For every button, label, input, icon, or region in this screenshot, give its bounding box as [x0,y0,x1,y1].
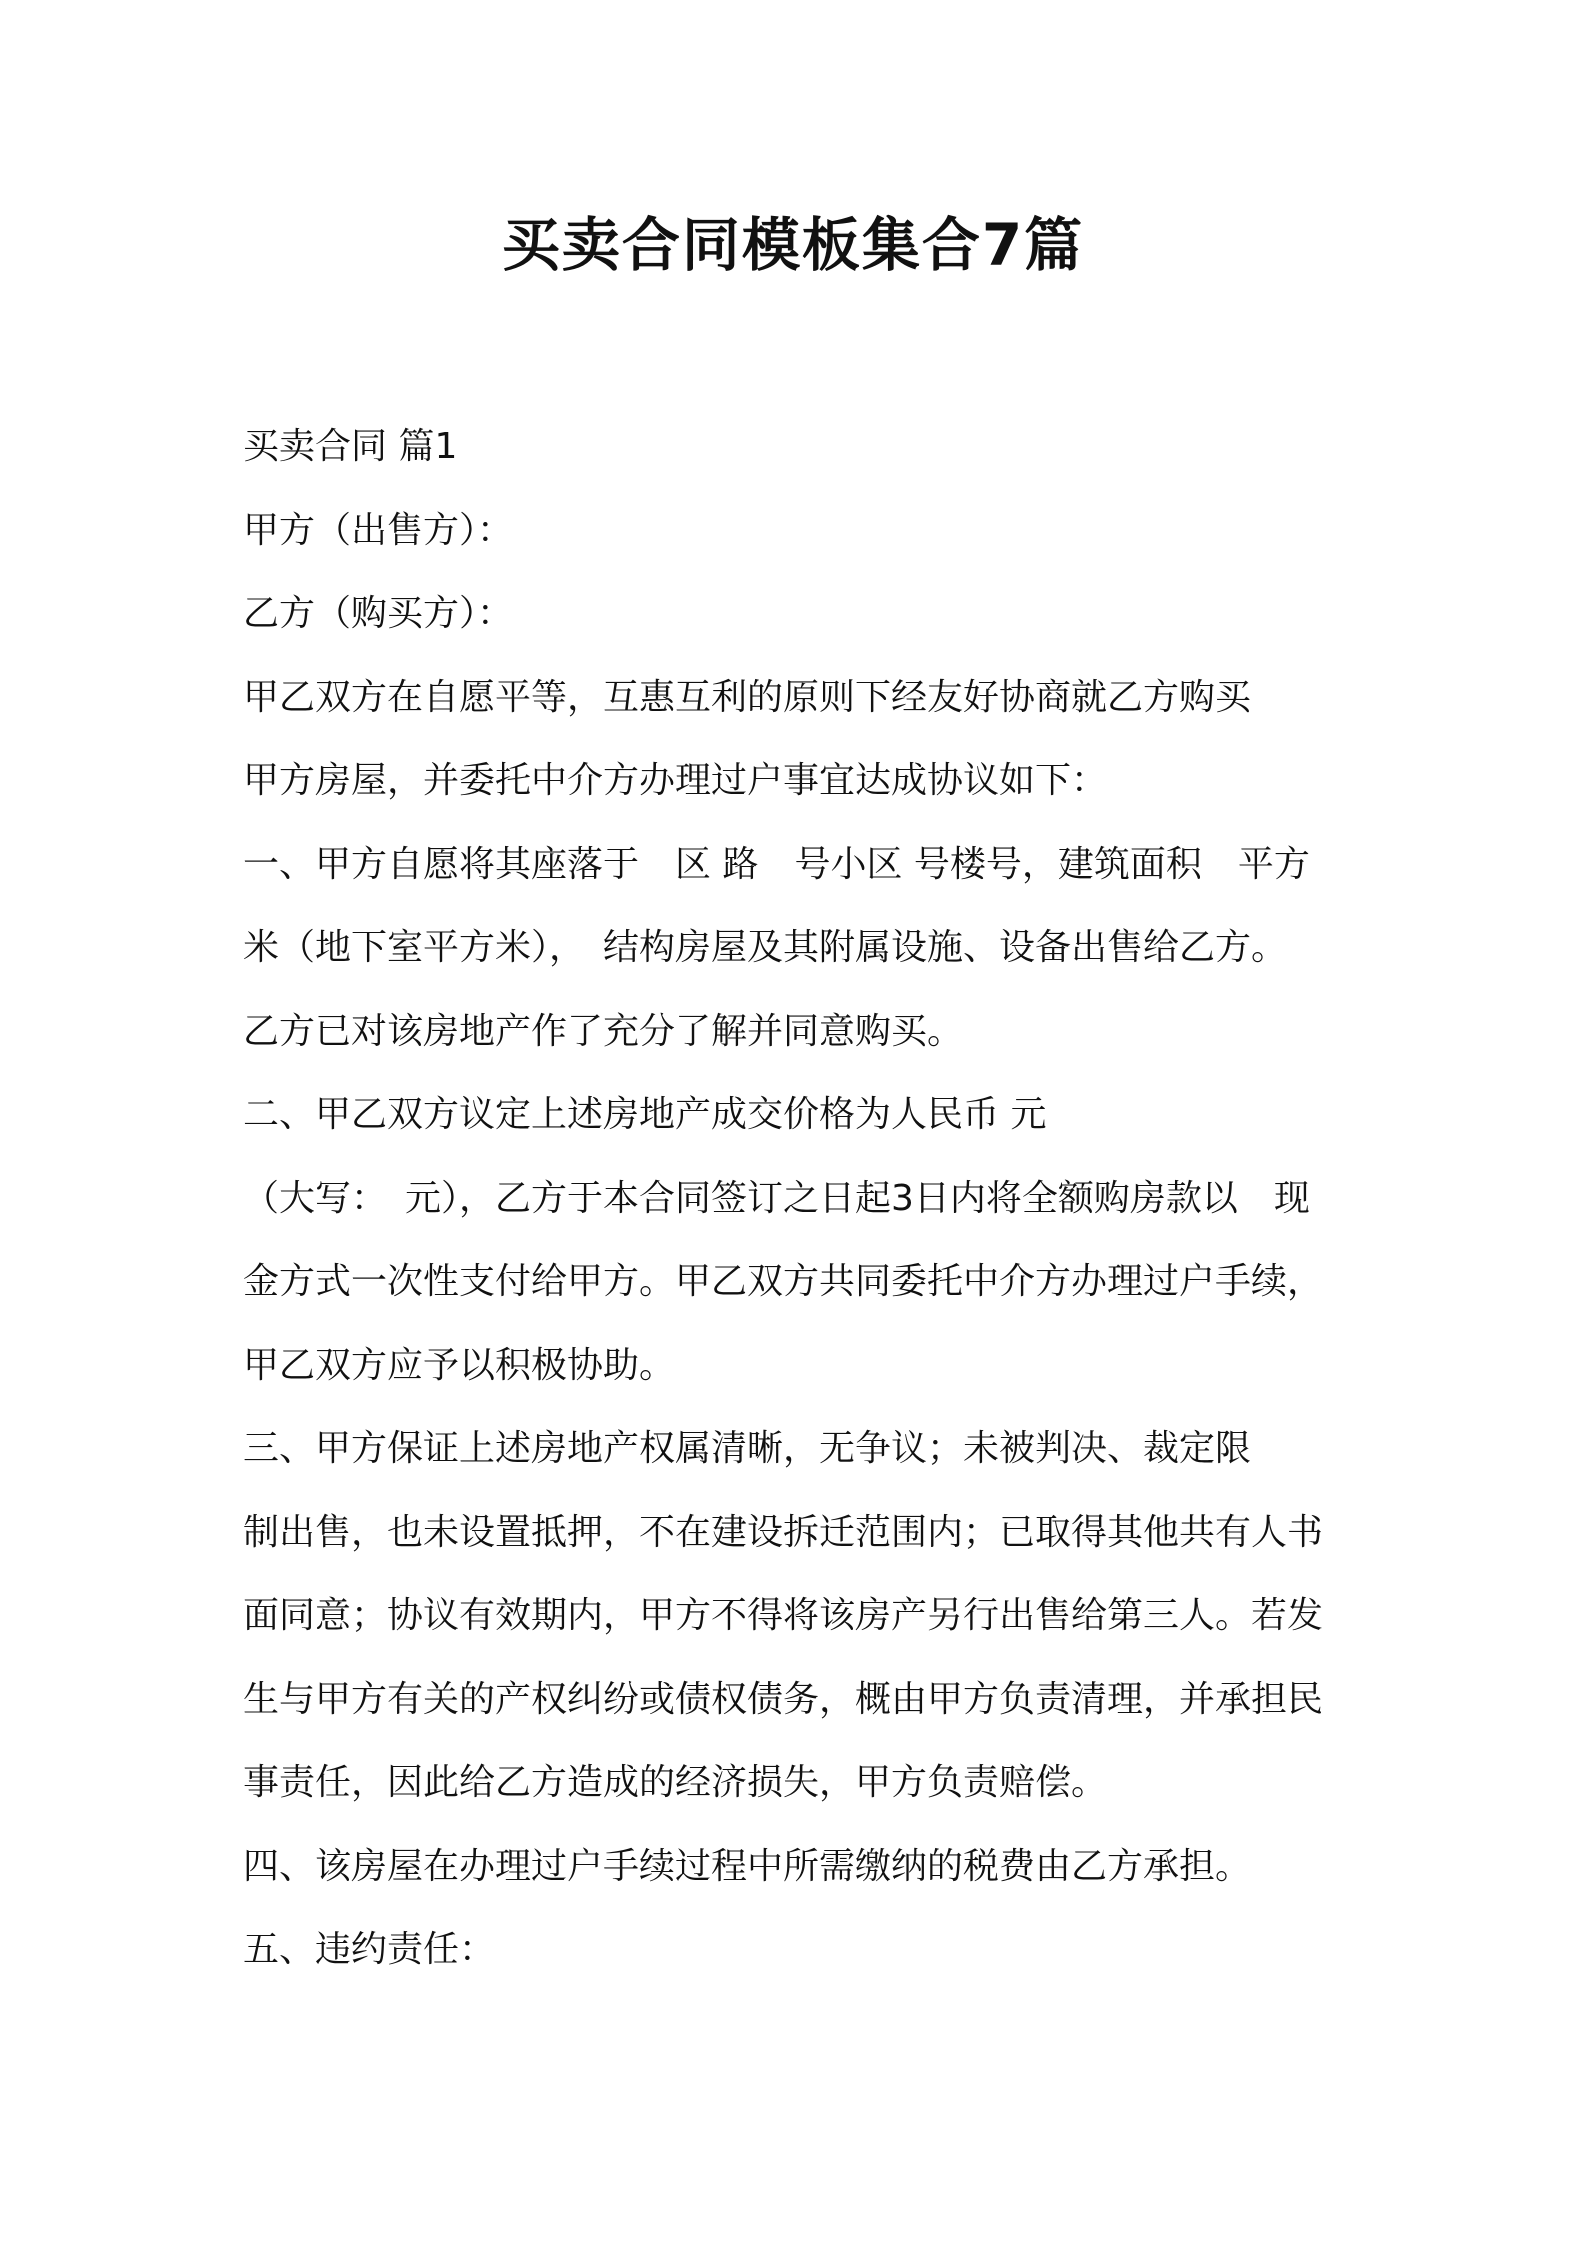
section-heading: 买卖合同 篇1 [243,426,458,467]
text-line: 生与甲方有关的产权纠纷或债权债务，概由甲方负责清理，并承担民 [243,1678,1324,1720]
clause-line: 二、甲乙双方议定上述房地产成交价格为人民币 元 [243,1094,1047,1135]
text-line: 面同意；协议有效期内，甲方不得将该房产另行出售给第三人。若发 [243,1595,1324,1636]
text-line: 甲乙双方应予以积极协助。 [243,1344,676,1386]
clause-line: 三、甲方保证上述房地产权属清晰，无争议；未被判决、裁定限 [243,1428,1252,1469]
text-line: 甲乙双方在自愿平等，互惠互利的原则下经友好协商就乙方购买 [243,676,1252,718]
text-line: 事责任，因此给乙方造成的经济损失，甲方负责赔偿。 [243,1762,1108,1803]
clause-line: 一、甲方自愿将其座落于 区 路 号小区 号楼号，建筑面积 平方 [243,843,1310,885]
text-line: （大写： 元），乙方于本合同签订之日起3日内将全额购房款以 现 [243,1177,1310,1219]
seller-party-line: 甲方（出售方）： [243,509,514,551]
text-line: 米（地下室平方米）， 结构房屋及其附属设施、设备出售给乙方。 [243,927,1288,968]
clause-line: 四、该房屋在办理过户手续过程中所需缴纳的税费由乙方承担。 [243,1845,1252,1887]
document-title: 买卖合同模板集合7篇 [501,211,1085,279]
document-body [243,405,1363,1992]
text-line: 乙方已对该房地产作了充分了解并同意购买。 [243,1010,964,1052]
text-line: 甲方房屋，并委托中介方办理过户事宜达成协议如下： [243,760,1108,801]
text-line: 制出售，也未设置抵押，不在建设拆迁范围内；已取得其他共有人书 [243,1511,1324,1553]
buyer-party-line: 乙方（购买方）： [243,593,514,634]
text-line: 金方式一次性支付给甲方。甲乙双方共同委托中介方办理过户手续， [243,1261,1324,1302]
clause-line: 五、违约责任： [243,1929,496,1970]
